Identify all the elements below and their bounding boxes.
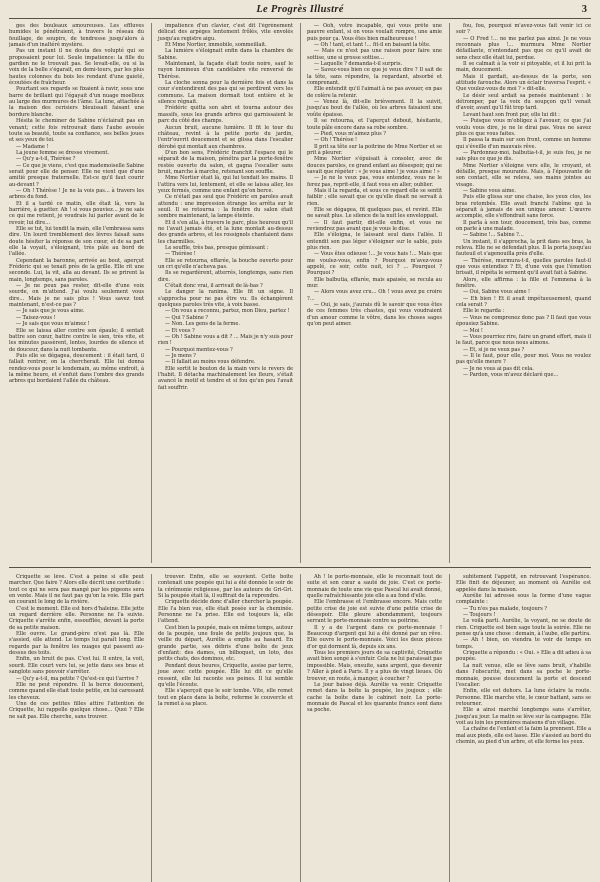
paragraph: Pas un instant il ne douta des volupté qui se proposaient pour lui. Seule impatience: la fille du gardien ne le trouvait pas. Se levait-elle, ou si la voix de la belle s'égarait, en demi-tours, par les plus hautes colonnes du bois les rendant d'une gaieté, écoutées de fraîcheur. [9,48,144,87]
paragraph: impatience d'un clavier, c'est dit l'égrènement délicat des arpèges lentement frôlés, vite envolés jusqu'au registre aigu. [158,23,293,42]
paragraph: Mme Nortier s'épuisait à consoler, avec de douces paroles, ce grand enfant au désespoir, qui ne savait que répéter : « Je vous aime ! je vous aime ! » [307,156,442,175]
paragraph: — Vous êtes odieuse !... Je vous hais !... Mais que me voulez-vous, enfin ? Pourquoi m'avez-vous appelé, ce soir, cette nuit, ici ? ... Pourquoi ? Pourquoi ? [307,251,442,277]
paragraph: — Je ne le veux pas, vous entendez, vous ne le ferez pas, reprit-elle, il faut vous en aller, oublier. [307,175,442,188]
paragraph: Et il a tardé ce matin, elle était là, vers la barrière, à guetter. Ah ! si vous pouviez... je ne sais ce qui me retient, je voudrais lui parler avant de le revoir, lui dire... [9,200,144,226]
paragraph: Maintenant, la façade était toute noire, sauf le rayon lumineux d'un candélabre vite renversé de Thérèse. [158,61,293,80]
paragraph: Elle s'éloigna, le laissant seul dans l'allée. Il entendit son pas léger s'éloigner sur le sable, puis plus rien. [307,232,442,252]
paragraph: Criquette décide donc d'aller chercher la poupée. Elle l'a bien vue, elle était posée sur la cheminée. Personne ne l'a prise. Elle est toujours là, elle l'attend. [158,599,293,625]
paragraph: — Thérèse ! [165,251,196,258]
paragraph: — Ooh, votre incapable, qui vous prête une pauvre enfant, si on vous voulait rompre, une amie puis pour ça. Vous êtes bien malheureuse ! [307,23,442,42]
paragraph: — Sabine !... Sabine ?... [463,232,524,239]
paragraph: La cloche sonna pour la dernière fois et dans la cour s'entendirent des pas qui se perdirent vers les communs. La maison dormait tout entière et le silence régnait. [158,80,293,106]
paragraph: Elle l'embrasse et l'embrasse encore. Mais cette petite crise de joie est suivie d'une petite crise de désespoir. Elle pleure abondamment, toujours serrant le porte-monnaie contre sa poitrine. [307,599,442,625]
paragraph: — Pardonnez-moi, balbutia-t-il, je suis fou, je ne sais plus ce que je dis. [456,149,591,163]
paragraph: Elle le regarda : [463,308,505,315]
paragraph: — On vous a reconnu, partez, mon Dieu, partez ! [165,308,290,315]
paragraph: Criquette se lève. C'est à peine si elle peut marcher. Que faire ? Alors elle décrit une certitude : tout ce qui ne sera pas mangé par les pigeons sera en vente. Mais il ne faut pas qu'on la voie. Elle part en courant le long de la rivière. [9,574,144,606]
bottom-column-3 [300,574,442,882]
paragraph: Enfin, elle est dehors. La lune éclaire la route. Personne. Elle marche vite, le cœur battant, sans se retourner. [456,688,591,707]
paragraph: Mme Nortier était là, qui lui tendait les mains. Il l'attira vers lui, lentement, et elle se laissa aller, les yeux fermés, comme une enfant qu'on berce. [158,175,293,194]
paragraph: Elle sortit le bouton de la main vers le revers de l'habit. Il détacha machinalement les fleurs, s'était avancé le motif et tendre et si fou qu'un peu l'avait fait souffrir. [158,365,293,391]
paragraph: Hésita le cheminer de Sabine n'éclairait pas en venant; cette fois retrouvait dans l'aube avouée toute sa beauté, toute sa confiance, ses belles joues et ses yeux de toi. [9,118,144,144]
paragraph: — Alors vous avez cru... Oh ! vous avez pu croire ?... [307,289,442,302]
paragraph: La jeune femme se dresse vivement. [16,149,110,156]
paragraph: — Eh bien ! Et il avait impétueusement, quand cela serait ? [456,295,591,309]
paragraph: Criquette a répondu : « Oui. » Elle a dit adieu à sa poupée. [456,650,591,663]
paragraph: Il prit sa tête sur la poitrine de Mme Nortier et se prit à pleurer. [307,143,442,156]
paragraph: — Puisque vous m'obligez à l'avouer, ce que j'ai voulu vous dire, je ne le dirai pas. Vous ne savez plus ce que vous faites. [456,118,591,137]
paragraph: Elle se tut, lui tendit la main, elle l'embrassa sans dire. Un lourd tremblement des lèvres faisait sans doute hésiter la réponse de son cœur, et de sa part elle la voyait, s'éloignant, très pâle au bord de l'allée. [9,226,144,258]
paragraph: Levant haut son front pur, elle lui dit : [463,111,560,118]
paragraph: La chaîne de l'enfant et la faim la prennent. Elle a mal aux pieds, elle est lasse. Elle s'assied au bord du chemin, au pied d'un arbre, et elle ferme les yeux. [456,726,591,745]
paragraph: — Oh ! Thérèse ! [314,137,358,144]
paragraph: Le voilà parti. Aurélie, la voyant, ne se doute de rien. Criquette est bien sage toute la soirée. Elle ne pense qu'à une chose : demain, à l'aube, elle partira. [456,618,591,638]
paragraph: D'un bon sens, Frédéric franchit l'espace qui le séparait de la maison, pénétra par la porte-fenêtre restée ouverte du salon, et gagna l'escalier sans bruit, marche à marche, retenant son souffle. [158,149,293,175]
paragraph: — Pied, vous m'aimez plus ? [314,130,386,137]
paragraph: — Qu'y a-t-il, ma petite ? Qu'est-ce qui t'arrive ? [16,675,139,682]
paragraph: Elle se retourna, effarée, la bouche ouverte pour un cri qu'elle n'acheva pas. [158,257,293,271]
paragraph: Ce n'était pas seul que Frédéric en paroles avait attendu : une impression étrange les arrêta sur le seuil. Il se retourna : la fenêtre du salon était sombre maintenant, la lampe éteinte. [158,194,293,220]
paragraph: fou, fou, pourquoi m'avez-vous fait venir ici ce soir ? [456,23,591,36]
paragraph: Et il s'en alla, à travers le parc, plus heureux qu'il ne l'avait jamais été, et la lune montait au-dessus des grands arbres, et les rossignols chantaient dans les charmilles. [158,219,293,245]
story-section [9,574,591,882]
paragraph: Elle ouvre. Le grand-père n'est pas là. Elle s'assied, elle attend. Le temps lui paraît long. Elle regarde par la fenêtre les nuages qui passent au-dessus des toits. [9,631,144,657]
paragraph: — Et vous ? [165,327,195,334]
paragraph: Elle ne peut répondre. Il la berce doucement, comme quand elle était toute petite, en lui caressant les cheveux. [9,681,144,701]
paragraph: — Oui, Sabine vous aime ! [463,289,531,296]
paragraph: Frédéric quitta son abri et tourna autour des massifs, sous les grands arbres qui garnissaient le parc du côté des champs. [158,105,293,125]
paragraph: — Qui ? Sabine ? [165,314,209,321]
paragraph: Il passa la main sur son front, comme un homme qui s'éveille d'un mauvais rêve. [456,137,591,150]
section-divider [9,567,591,568]
paragraph: — Oh ! Sabine vous a dit ? ... Mais je n'y suis pour rien ! [158,333,293,347]
paragraph: Elle se dégagea, fit quelques pas, et revint. Elle ne savait plus. Le silence de la nuit les enveloppait. [307,206,442,220]
paragraph: — Je ne vous ai pas dit cela. [463,365,534,372]
paragraph: — Je sais que je vous aime. [16,308,85,315]
paragraph: Elle s'aperçoit que le soir tombe. Vite, elle remet tout en place dans la boîte, referme le couvercle et la remet à sa place. [158,688,293,707]
paragraph: — Sabine vous aime. [463,187,517,194]
paragraph: Elle balbutia, effarée, mais apaisée, se recula au mur. [307,276,442,290]
paragraph: Puis elle se dégagea, doucement : il était tard, il fallait rentrer, on la chercherait. Elle lui donna rendez-vous pour le lendemain, au même endroit, à la même heure, et s'enfuit dans l'ombre des grands arbres qui bordaient l'allée du château. [9,352,144,385]
paragraph: Une de ces petites filles attire l'attention de Criquette, lui rappelle quelque chose... Quoi ? Elle ne sait pas. Elle cherche, sans trouver. [9,700,144,720]
paragraph: Elle entendit qu'il l'aimait à ne pas avouer, en pas de colère la retenir. [307,86,442,99]
paragraph: — Mais ce n'est pas une raison pour faire une sottise, une si grosse sottise... [307,48,442,61]
paragraph: Puis elle glissa sur une chaise, les yeux clos, les bras retombés. Elle avait franchi l'abîme qui la séparait à jamais de son unique amour. L'œuvre accomplie, elle s'effondrait sans force. [456,194,591,220]
paragraph: — O Fred !... ne me parlez pas ainsi. Je ne vous reconnais plus !... murmura Mme Nortier défaillante, n'entendant pas que ce qu'il avait de sens chez elle était lui, perdue. [456,35,591,61]
paragraph: — Vous ne comprenez donc pas ? Il faut que vous épousiez Sabine. [456,314,591,328]
paragraph: — Je mens ? [165,352,196,359]
paragraph: trouver. Enfin, elle se souvient. Cette boîte contenait une poupée qui lui a été donnée le soir de la cérémonie religieuse, par les auteurs de Gri-Gri. Si la poupée était là, il suffirait de la reprendre. [158,574,293,600]
masthead-title: Le Progrès Illustré [256,4,344,15]
paragraph: — Pardon, vous m'avez déclaré que... [463,371,559,378]
paragraph: Aucun bruit, aucune lumière. Il fit le tour du château, revint à la petite porte du jardin, l'entr'ouvrit doucement et se glissa dans l'escalier dérobé qui montait aux chambres. [158,124,293,150]
paragraph: Il parla à son tour, doucement, très bas, comme on parle à une malade. [456,219,591,232]
paragraph: Ils se regardèrent, atterrés, longtemps, sans rien dire. [158,270,293,283]
paragraph: — Je ne peux pas rester, dit-elle d'une voix sourde, on m'attend. J'ai voulu seulement vous dire... Mais je ne sais plus ! Vous savez tout maintenant, n'est-ce pas ? [9,283,144,309]
paragraph: — Taisez-vous ! [16,314,56,321]
paragraph: Il se calmait à la voir si pitoyable, et il lui prit la main, doucement. [456,61,591,74]
paragraph: Alors, elle affirma : la fille et l'emmena à la fenêtre. [456,276,591,290]
paragraph: Pendant deux heures, Criquette, assise par terre, joue avec cette poupée. Elle lui dit ce qu'elle ressent, elle lui raconte ses peines. Il lui semble qu'elle l'écoute. [158,662,293,688]
paragraph: Et Mme Nortier, immobile, sommeillait. [165,42,267,49]
paragraph: — Thérèse, murmura-t-il, quelles paroles faut-il que vous entendiez ? Et, d'une voix que l'émotion brisait, il répéta le serment qu'il avait fait à Sabine. [456,257,591,277]
paragraph: Mais il la regarda, et sous ce regard elle se sentit faiblir ; elle savait que ce qu'elle disait ne servait à rien. [307,187,442,207]
paragraph: — Non. Les gens de la ferme. [165,321,240,328]
paragraph: — Il faut partir, dit-elle enfin, et vous ne reviendrez pas avant que je vous le dise. [307,219,442,232]
top-column-1 [9,23,144,563]
paragraph: Le danger la ranima. Elle fit un signe. Il s'approcha pour ne pas être vu. Ils échangèrent quelques paroles très vite, à voix basse. [158,289,293,309]
paragraph: — Qu'y a-t-il, Thérèse ? [16,156,76,163]
top-column-4 [449,23,591,563]
bottom-column-2 [151,574,293,882]
paragraph: — Laquelle ? demanda-t-il surpris. [314,61,403,68]
paragraph: Pourtant ses regards se fixaient à ravir, sous une barre de brillant qui l'égayait d'un nuage moelleux au large des murmures de l'âme. La lune, attachée à la maison des cerisiers bleuissait faisant une bordure blanche. [9,86,144,118]
paragraph: Le jour baisse déjà. Aurélie va venir. Criquette remet dans la boîte la poupée, les joujoux ; elle cache la boîte dans le cabinet noir. Le porte-monnaie de Pascal et les quarante francs sont dans sa poche. [307,681,442,714]
paragraph: — Oh ! Thérèse ! Je ne la vois pas... à travers les arbres du fond. [9,187,144,201]
bottom-column-4 [449,574,591,882]
paragraph: Cest bien la poupée, mais en même temps, autour de la poupée, une foule de petits joujoux que, la veille du départ, Aurélie a emplis au hasard. En grande partie, ses débris d'une boîte de jeux d'enfant: des dames, un bilboquet, un loto, des petits chats, des dominos, etc. [158,624,293,663]
bottom-column-1 [9,574,144,882]
paragraph: — Ce que je viens, c'est que mademoiselle Sabine serait pour elle de penser. Elle ne vient que d'une amitié presque fraternelle. Est-ce qu'il faut courir au-devant ? [9,162,144,188]
paragraph: — Pourquoi mentez-vous ? [165,346,233,353]
paragraph: — Moi ! [463,327,483,334]
paragraph: — Venez là, dit-elle brièvement. Il la suivit, jusqu'au bout de l'allée, où les arbres faisaient une voûte épaisse. [307,99,442,118]
paragraph: Le désir seul ardait sa pensée maintenant : le détromper, par la voix du soupçon qu'il venait d'avoir, avant qu'il fût trop tard. [456,92,591,112]
paragraph: — Madame ! [16,143,49,150]
paragraph: — Et, si je ne veux pas ? [463,346,525,353]
paragraph: ges des bouleaux amoureuses. Les effluves humides le pénétraient, à travers le réseau du feuillage, de soupirs, de tendresse jusqu'alors à jamais d'un inaltéré mystère. [9,23,144,49]
paragraph: Il y a de l'argent dans ce porte-monnaie ! Beaucoup d'argent qui lui a été donné par un rêve. Elle ouvre le porte-monnaie. Voici les deux pièces d'or qui dorment là, depuis six ans. [307,624,442,650]
paragraph: — Tu n'es pas malade, toujours ? [463,605,548,612]
paragraph: — Il fallait au moins vous défendre. [165,359,256,366]
paragraph: — Toujours ! [463,612,496,619]
paragraph: Mais il gardait, au-dessus de la porte, son attitude farouche. Alors un éclair traversa l'esprit. « Que voulez-vous de moi ? » dit-elle. [456,73,591,93]
paragraph: — Oh ! tant, et tant !... fit-il en baisant la tête. [314,42,431,49]
feuilleton-section [9,23,591,563]
paragraph: — Je sais que vous m'aimez ! [16,321,90,328]
paragraph: — Il le faut, pour elle, pour moi. Vous ne voulez pas qu'elle meure ? [456,352,591,366]
paragraph: Tous les premiers jours de sa captivité, Criquette avait bien songé à s'enfuir. Cela ne lui paraissait pas impossible. Mais, ensuite, sans argent, que devenir ? Aller à pied à Paris. Il y a plus de vingt lieues. Où trouver, en route, à manger, à coucher ? [307,650,442,682]
paragraph: Il se retourna, et l'aperçut debout, hésitante, toute pâle encore dans sa robe sombre. [307,118,442,131]
paragraph: Un instant, il s'approcha, la prit dans ses bras, la releva. Elle ne se défendait plus. Il la porta jusqu'au fauteuil et s'agenouilla près d'elle. [456,238,591,258]
paragraph: Ah ! le porte-monnaie, elle le reconnaît tout de suite et son cœur a sauté de joie. C'est ce porte-monnaie de toute une vie que Pascal lui avait donné, quelle rafraîchissante joie elle a au fond d'elle. [307,574,442,600]
paragraph: La lumière s'éloignait enfin dans la chambre de Sabine. [158,48,293,61]
paragraph: Aurélie lui adresse sous la forme d'une vague complainte : [456,593,591,606]
paragraph: La nuit venue, elle se lève sans bruit, s'habille dans l'obscurité, met dans sa poche le porte-monnaie, pousse doucement la porte et descend l'escalier. [456,662,591,688]
paragraph: Elle a ainsi marché longtemps sans s'arrêter, jusqu'au jour. Le matin se lève sur la campagne. Elle voit au loin les premières maisons d'un village. [456,707,591,726]
paragraph: — Ah ! bien, on viendra te voir de temps en temps. [456,637,591,650]
top-column-2 [151,23,293,563]
paragraph: Mme Nortier s'éloigne vers elle, le croyant, et défaille, presque mourante. Mais, à l'épouvante de son contact, elle se releva, ses mains jointes au visage. [456,162,591,188]
top-column-3 [300,23,442,563]
page-header [9,4,591,19]
paragraph: Enfin, un bruit de pas. C'est lui. Il entre, la voit, sourit. Elle court vers lui, se jette dans ses bras et sanglote sans pouvoir s'arrêter. [9,656,144,676]
paragraph: subitement l'appétit, en retrouvant l'espérance. Elle finit de déjeuner, au moment où Aurélie est appelée dans la maison. [456,574,591,593]
paragraph: Elle se laissa aller contre son épaule; il sentait battre son cœur, battre contre le sien, très vite, et les minutes passèrent, lentes, lourdes de silence et de douceur, dans la nuit tombante. [9,327,144,353]
paragraph: — Savez-vous bien ce que je veux dire ? Il sait de la tête, sans répondre, la regardant, absorbé et comprenant. [307,67,442,87]
paragraph: — Oui, je sais, j'aurais dû le savoir que vous êtes de ces femmes très chastes, qui vous voudraient d'un amour comme le vôtre, dans les choses sages qu'on peut aimer. [307,302,442,328]
paragraph: C'est le moment. Elle est hors d'haleine. Elle jette un regard derrière elle. Personne ne l'a suivie. Criquette s'arrête enfin, essoufflée, devant la porte de sa petite maison. [9,605,144,631]
paragraph: Cependant la baronne, arrivée au bout, aperçut Frédéric qui se tenait près de la grille. Elle rit une seconde. Lui, la vit, alla au devant. Ils se prirent la main, longtemps, sans paroles. [9,257,144,283]
paragraph: Le souffle, très bas, presque gémissant : [165,245,269,252]
paragraph: C'était donc vrai, il arrivait de là-bas ? [165,283,263,290]
paragraph: — Vous pourriez rire, faire un grand effort, mais il le faut, parce que nous nous aimons. [456,333,591,347]
page-number: 3 [581,4,587,15]
